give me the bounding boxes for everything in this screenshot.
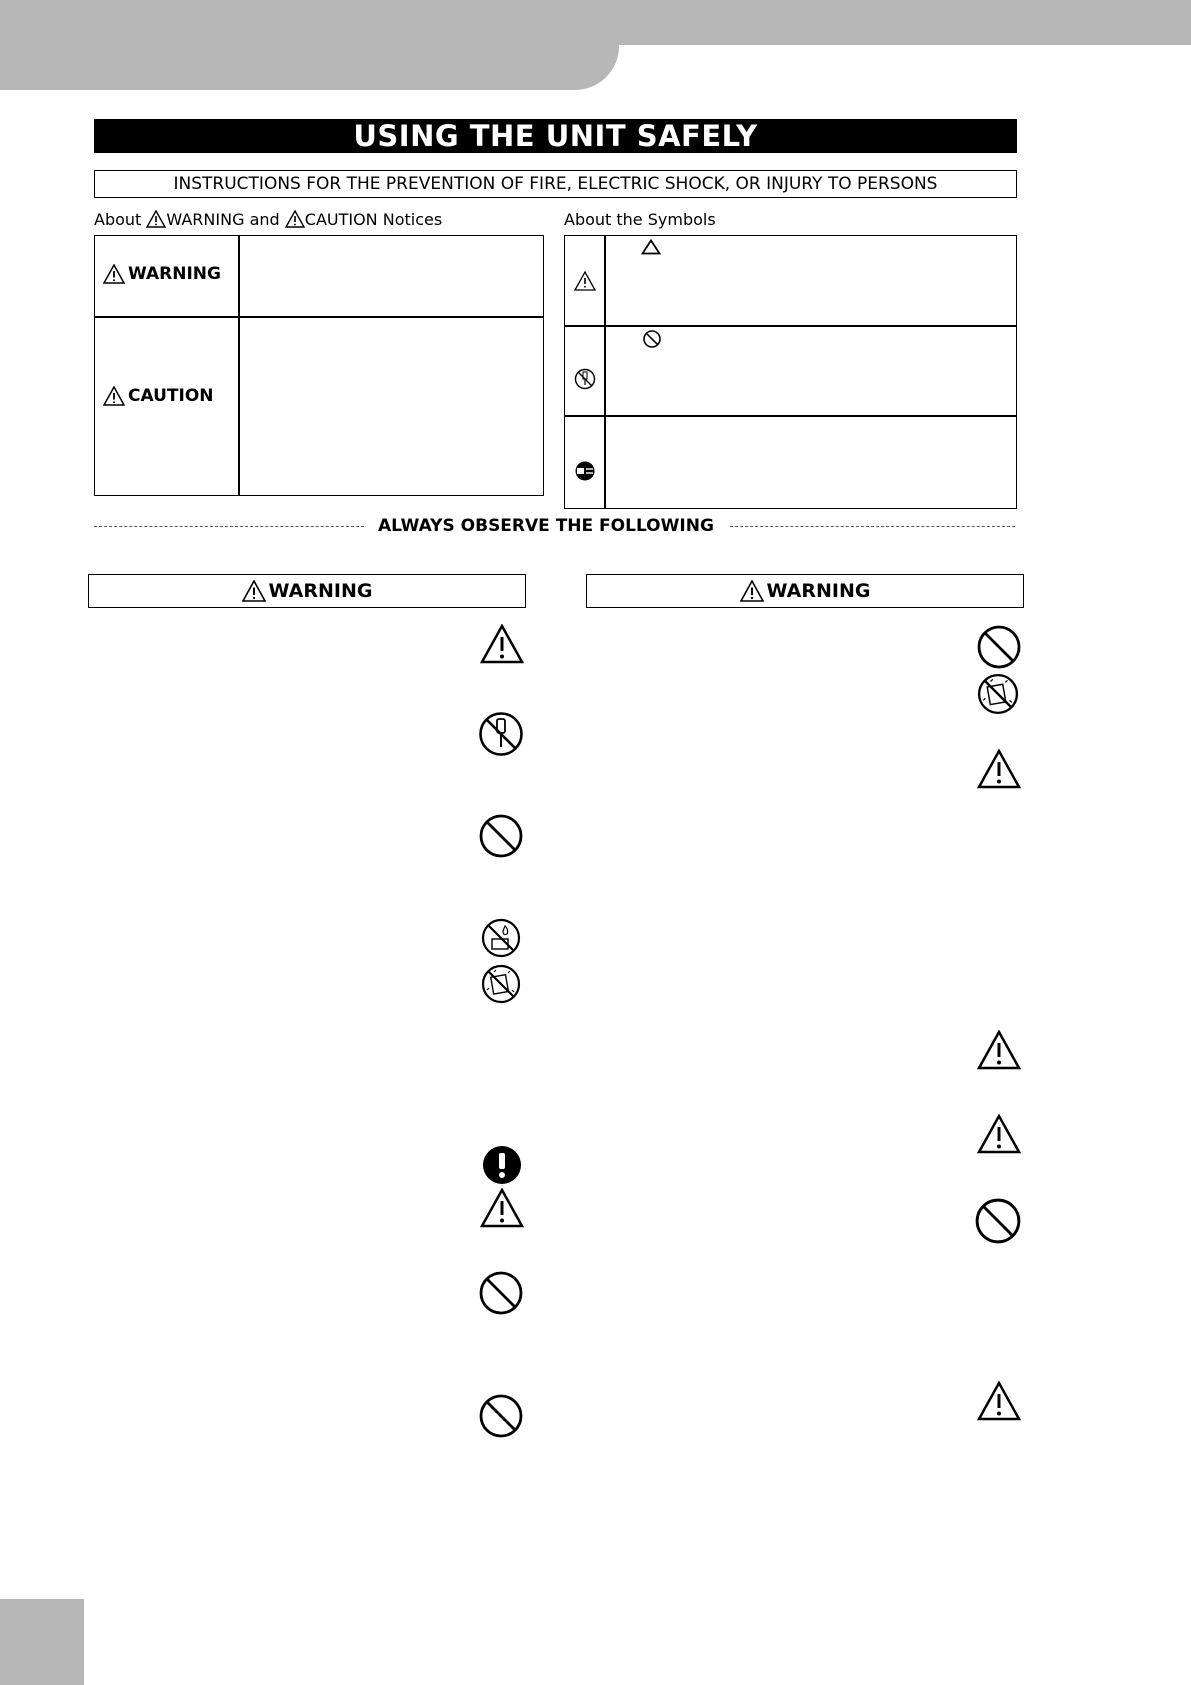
no-water-icon xyxy=(481,918,521,958)
notices-heading-caution: CAUTION xyxy=(304,210,378,229)
page-subtitle: INSTRUCTIONS FOR THE PREVENTION OF FIRE, ELECTRIC SHOCK, OR INJURY TO PERSONS xyxy=(94,170,1017,198)
prohibited-icon xyxy=(478,1394,524,1438)
notices-heading xyxy=(94,210,442,229)
warning-triangle-icon xyxy=(242,580,266,602)
table-divider xyxy=(565,325,1016,327)
triangle-outline-icon xyxy=(641,239,661,255)
right-warning-header xyxy=(586,574,1024,608)
dashed-rule xyxy=(94,526,364,527)
page-title: USING THE UNIT SAFELY xyxy=(94,119,1017,153)
caution-label xyxy=(103,386,214,406)
caution-triangle-icon xyxy=(103,386,125,406)
symbols-table xyxy=(564,235,1017,509)
no-disassemble-icon xyxy=(478,711,524,757)
mandatory-action-icon xyxy=(482,1145,522,1185)
left-warning-header-text: WARNING xyxy=(268,580,373,602)
warning-triangle-icon xyxy=(480,624,524,664)
unplug-icon xyxy=(574,460,596,482)
warning-triangle-icon xyxy=(480,1188,524,1228)
symbols-heading: About the Symbols xyxy=(564,210,716,229)
warning-triangle-icon xyxy=(977,1381,1021,1421)
notices-heading-prefix: About xyxy=(94,210,142,229)
no-vibration-icon xyxy=(977,673,1019,715)
prohibited-icon xyxy=(478,814,524,858)
warning-triangle-icon xyxy=(977,1030,1021,1070)
warning-triangle-icon xyxy=(574,271,596,291)
table-divider xyxy=(95,316,543,318)
prohibited-icon xyxy=(478,1271,524,1315)
left-warning-header xyxy=(88,574,526,608)
notices-heading-warning: WARNING xyxy=(166,210,245,229)
warning-triangle-icon xyxy=(740,580,764,602)
warning-label-text: WARNING xyxy=(128,264,221,284)
warning-triangle-icon xyxy=(977,1114,1021,1154)
warning-triangle-icon xyxy=(977,749,1021,789)
caution-triangle-icon xyxy=(285,210,305,228)
observe-heading: ALWAYS OBSERVE THE FOLLOWING xyxy=(378,516,714,536)
table-divider xyxy=(238,236,240,495)
prohibited-icon xyxy=(974,1198,1022,1244)
warning-triangle-icon xyxy=(103,264,125,284)
header-tab xyxy=(0,0,619,90)
notices-table xyxy=(94,235,544,496)
no-vibration-icon xyxy=(481,964,521,1004)
warning-triangle-icon xyxy=(146,210,166,228)
warning-label xyxy=(103,264,221,284)
no-disassemble-icon xyxy=(574,368,596,390)
right-warning-header-text: WARNING xyxy=(766,580,871,602)
dashed-rule xyxy=(730,526,1015,527)
prohibited-icon xyxy=(976,625,1022,669)
caution-label-text: CAUTION xyxy=(128,386,214,406)
prohibited-icon xyxy=(642,329,662,349)
table-divider xyxy=(565,415,1016,417)
notices-heading-suffix: Notices xyxy=(382,210,443,229)
page-number-tab xyxy=(0,1599,84,1685)
table-divider xyxy=(604,236,606,508)
notices-heading-and: and xyxy=(249,210,280,229)
